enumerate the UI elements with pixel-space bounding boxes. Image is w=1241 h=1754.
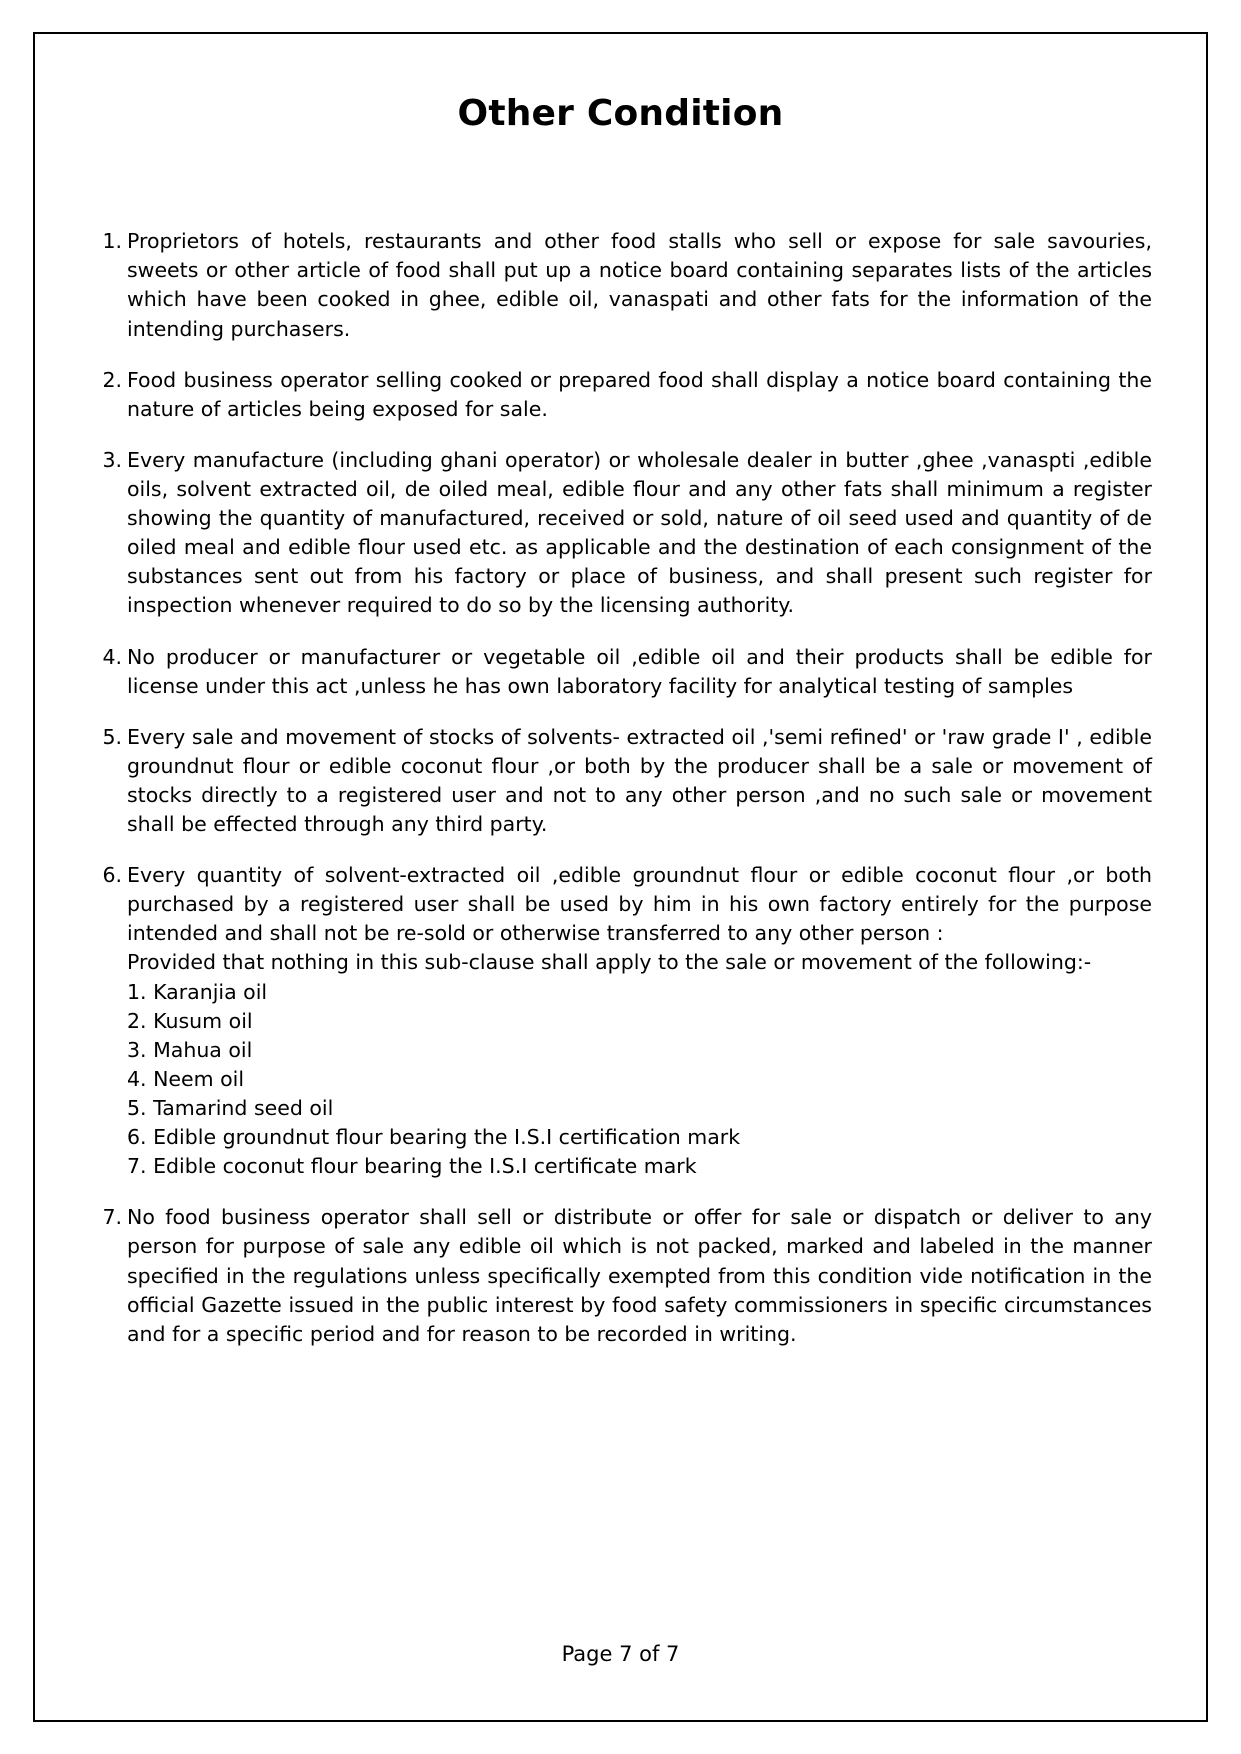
list-item: 3. Mahua oil (127, 1037, 253, 1062)
clause-number: 3. (102, 447, 122, 472)
clause-text: Food business operator selling cooked or prepared food shall display a notice board containing the nature of articles being exposed for sale. (127, 367, 1152, 421)
clause-text: Every quantity of solvent-extracted oil ,edible groundnut flour or edible coconut flour ,or both purchased by a registered user shall be used by him in his own factory entirely for the purpose intended and shall not be re-sold or otherwise transferred to any other person : (127, 863, 1152, 946)
clause-item-3 (89, 446, 1152, 621)
clause-number: 4. (102, 644, 122, 669)
clause-text: Every manufacture (including ghani operator) or wholesale dealer in butter ,ghee ,vanaspti ,edible oils, solvent extracted oil, de oiled meal, edible flour and any other fats shall minimum a register showing the quantity of manufactured, received or sold, nature of oil seed used and quantity of de oiled meal and edible flour used etc. as applicable and the destination of each consignment of the substances sent out from his factory or place of business, and shall present such register for inspection whenever required to do so by the licensing authority. (127, 447, 1152, 618)
list-item: 2. Kusum oil (127, 1008, 253, 1033)
clause-number: 6. (102, 863, 122, 888)
page-title: Other Condition (457, 93, 784, 134)
clause-item-2 (89, 366, 1152, 424)
clause-item-6 (89, 861, 1152, 1181)
clause-number: 5. (102, 724, 122, 749)
clause-number: 1. (102, 229, 122, 254)
list-item: 6. Edible groundnut flour bearing the I.S.I certification mark (127, 1125, 741, 1150)
list-item: 5. Tamarind seed oil (127, 1096, 334, 1121)
clause-item-4 (89, 643, 1152, 701)
clause-item-1 (89, 227, 1152, 343)
list-item: 1. Karanjia oil (127, 979, 268, 1004)
clause-number: 7. (102, 1205, 122, 1230)
clause-text: Every sale and movement of stocks of solvents- extracted oil ,'semi refined' or 'raw grade I' , edible groundnut flour or edible coconut flour ,or both by the producer shall be a sale or movement of stocks directly to a registered user and not to any other person ,and no such sale or movement shall be effected through any third party. (127, 724, 1152, 837)
clause-item-7 (89, 1203, 1152, 1349)
exempt-oils-list (127, 978, 1152, 1182)
clause-text: No food business operator shall sell or distribute or offer for sale or dispatch or deliver to any person for purpose of sale any edible oil which is not packed, marked and labeled in the manner specified in the regulations unless specifically exempted from this condition vide notification in the official Gazette issued in the public interest by food safety commissioners in specific circumstances and for a specific period and for reason to be recorded in writing. (127, 1205, 1152, 1346)
page-footer: Page 7 of 7 (561, 1642, 680, 1666)
clause-number: 2. (102, 367, 122, 392)
list-item: 7. Edible coconut flour bearing the I.S.I certificate mark (127, 1154, 697, 1179)
page-content (33, 32, 1208, 1722)
clause-proviso: Provided that nothing in this sub-clause shall apply to the sale or movement of the following:- (127, 950, 1092, 975)
clause-item-5 (89, 723, 1152, 839)
clause-text: No producer or manufacturer or vegetable oil ,edible oil and their products shall be edible for license under this act ,unless he has own laboratory facility for analytical testing of samples (127, 644, 1152, 698)
clause-text: Proprietors of hotels, restaurants and other food stalls who sell or expose for sale savouries, sweets or other article of food shall put up a notice board containing separates lists of the articles which have been cooked in ghee, edible oil, vanaspati and other fats for the information of the intending purchasers. (127, 229, 1152, 341)
list-item: 4. Neem oil (127, 1066, 245, 1091)
conditions-list (89, 227, 1152, 1349)
